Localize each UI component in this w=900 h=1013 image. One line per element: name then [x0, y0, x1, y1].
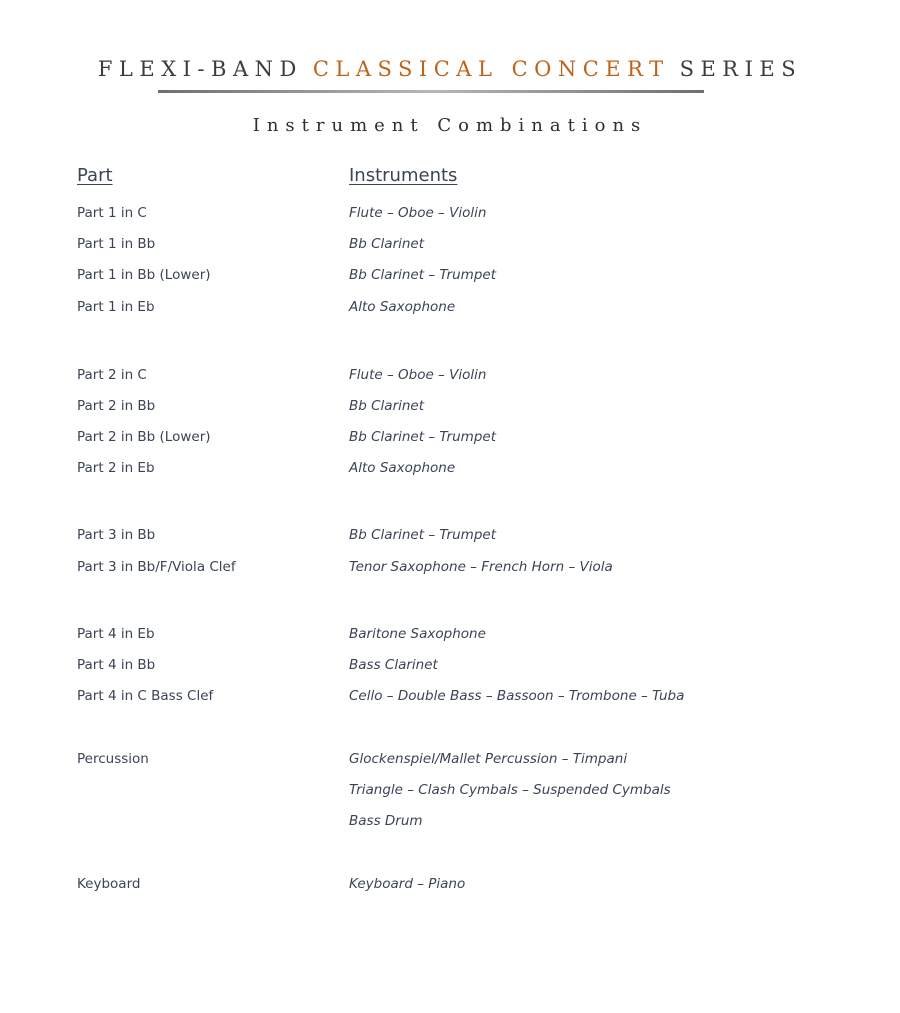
- part-cell: Part 1 in Bb (Lower): [77, 267, 211, 283]
- instruments-cell: Flute – Oboe – Violin: [349, 205, 487, 221]
- table-row: [0, 779, 900, 801]
- part-cell: Percussion: [77, 751, 149, 767]
- part-cell: Part 3 in Bb/F/Viola Clef: [77, 559, 236, 575]
- table-row: [0, 556, 900, 578]
- part-cell: Part 1 in Eb: [77, 299, 155, 315]
- header-divider: [158, 90, 704, 93]
- instruments-cell: Glockenspiel/Mallet Percussion – Timpani: [349, 751, 628, 767]
- table-row: [0, 524, 900, 546]
- table-row: [0, 233, 900, 255]
- instruments-cell: Alto Saxophone: [349, 299, 456, 315]
- part-cell: Part 2 in Bb (Lower): [77, 429, 211, 445]
- header-series-name: CLASSICAL CONCERT: [312, 57, 670, 81]
- table-row: [0, 296, 900, 318]
- instruments-cell: Triangle – Clash Cymbals – Suspended Cymbals: [349, 782, 671, 798]
- table-row: [0, 748, 900, 770]
- table-row: [0, 810, 900, 832]
- instruments-cell: Bb Clarinet: [349, 398, 425, 414]
- column-header-instruments: Instruments: [349, 165, 458, 186]
- table-row: [0, 873, 900, 895]
- table-row: [0, 264, 900, 286]
- part-cell: Part 2 in Bb: [77, 398, 156, 414]
- instruments-cell: Alto Saxophone: [349, 460, 456, 476]
- table-row: [0, 685, 900, 707]
- part-cell: Part 2 in C: [77, 367, 147, 383]
- instruments-cell: Cello – Double Bass – Bassoon – Trombone – Tuba: [349, 688, 685, 704]
- table-row: [0, 364, 900, 386]
- part-cell: Part 4 in Eb: [77, 626, 155, 642]
- part-cell: Part 1 in Bb: [77, 236, 156, 252]
- part-cell: Part 1 in C: [77, 205, 147, 221]
- column-header-part: Part: [77, 165, 113, 186]
- instruments-cell: Bb Clarinet – Trumpet: [349, 527, 496, 543]
- part-cell: Keyboard: [77, 876, 141, 892]
- instruments-cell: Bb Clarinet – Trumpet: [349, 429, 496, 445]
- instruments-cell: Flute – Oboe – Violin: [349, 367, 487, 383]
- part-cell: Part 4 in Bb: [77, 657, 156, 673]
- table-row: [0, 395, 900, 417]
- page-subtitle: Instrument Combinations: [252, 115, 648, 136]
- series-header: [0, 57, 900, 81]
- table-row: [0, 202, 900, 224]
- part-cell: Part 3 in Bb: [77, 527, 156, 543]
- instruments-cell: Bass Clarinet: [349, 657, 438, 673]
- table-row: [0, 457, 900, 479]
- header-brand: FLEXI-BAND: [97, 57, 303, 81]
- instruments-cell: Baritone Saxophone: [349, 626, 486, 642]
- instruments-cell: Keyboard – Piano: [349, 876, 466, 892]
- instruments-cell: Bb Clarinet: [349, 236, 425, 252]
- table-row: [0, 426, 900, 448]
- table-row: [0, 623, 900, 645]
- instruments-cell: Bb Clarinet – Trumpet: [349, 267, 496, 283]
- instruments-cell: Tenor Saxophone – French Horn – Viola: [349, 559, 613, 575]
- table-row: [0, 654, 900, 676]
- header-series: SERIES: [679, 57, 803, 81]
- instruments-cell: Bass Drum: [349, 813, 423, 829]
- part-cell: Part 4 in C Bass Clef: [77, 688, 214, 704]
- part-cell: Part 2 in Eb: [77, 460, 155, 476]
